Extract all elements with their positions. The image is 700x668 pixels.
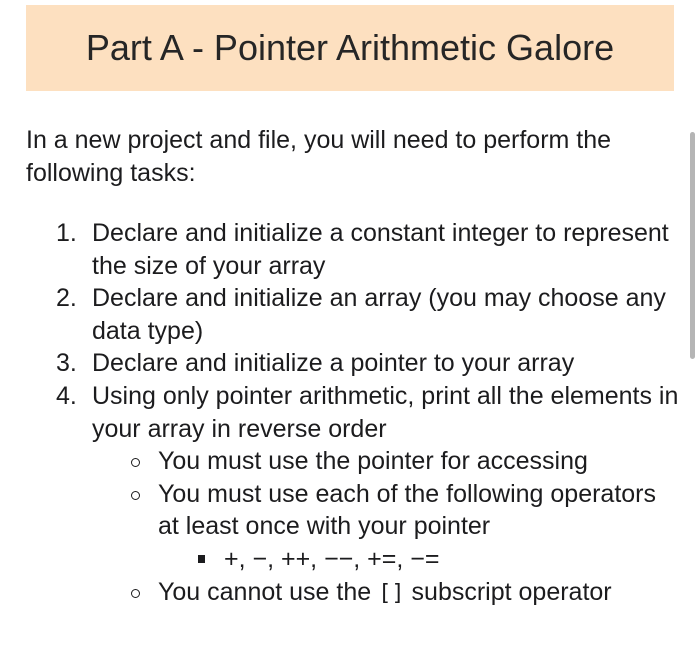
task-item-3 <box>0 347 680 380</box>
sub-item-text: You must use each of the following operators at least once with your pointer <box>158 479 656 541</box>
subscript-operator-code: [] <box>378 580 405 606</box>
task-list <box>0 217 680 610</box>
task-number: 3. <box>56 349 77 378</box>
task-item-2 <box>0 282 680 347</box>
header-banner <box>26 5 674 91</box>
square-bullet-icon <box>198 555 205 563</box>
sub-item-no-subscript <box>0 576 680 611</box>
task-number: 2. <box>56 284 77 313</box>
task-item-4 <box>0 380 680 445</box>
sub-item-pointer-access <box>0 445 680 478</box>
operator-list-text: +, −, ++, −−, +=, −= <box>224 544 440 573</box>
task-number: 1. <box>56 219 77 247</box>
task-text: Declare and initialize a constant integer to represent the size of your array <box>92 219 669 280</box>
hollow-circle-bullet-icon <box>131 491 140 500</box>
hollow-circle-bullet-icon <box>131 589 140 598</box>
page-title: Part A - Pointer Arithmetic Galore <box>85 27 615 68</box>
hollow-circle-bullet-icon <box>131 458 140 467</box>
sub-item-text: You must use the pointer for accessing <box>158 447 588 476</box>
task-text: Declare and initialize an array (you may choose any data type) <box>92 284 666 345</box>
sub-item-operators <box>0 478 680 543</box>
intro-paragraph: In a new project and file, you will need to perform the following tasks: <box>26 126 612 187</box>
task-number: 4. <box>56 381 77 410</box>
task-text: Declare and initialize a pointer to your array <box>92 349 575 378</box>
task-text: Using only pointer arithmetic, print all the elements in your array in reverse order <box>92 381 679 443</box>
sub-item-text-before: You cannot use the <box>158 577 379 606</box>
task-item-1 <box>0 217 680 282</box>
operator-list-item <box>0 543 680 576</box>
sub-item-text-after: subscript operator <box>404 577 612 606</box>
vertical-scrollbar[interactable] <box>690 132 695 359</box>
